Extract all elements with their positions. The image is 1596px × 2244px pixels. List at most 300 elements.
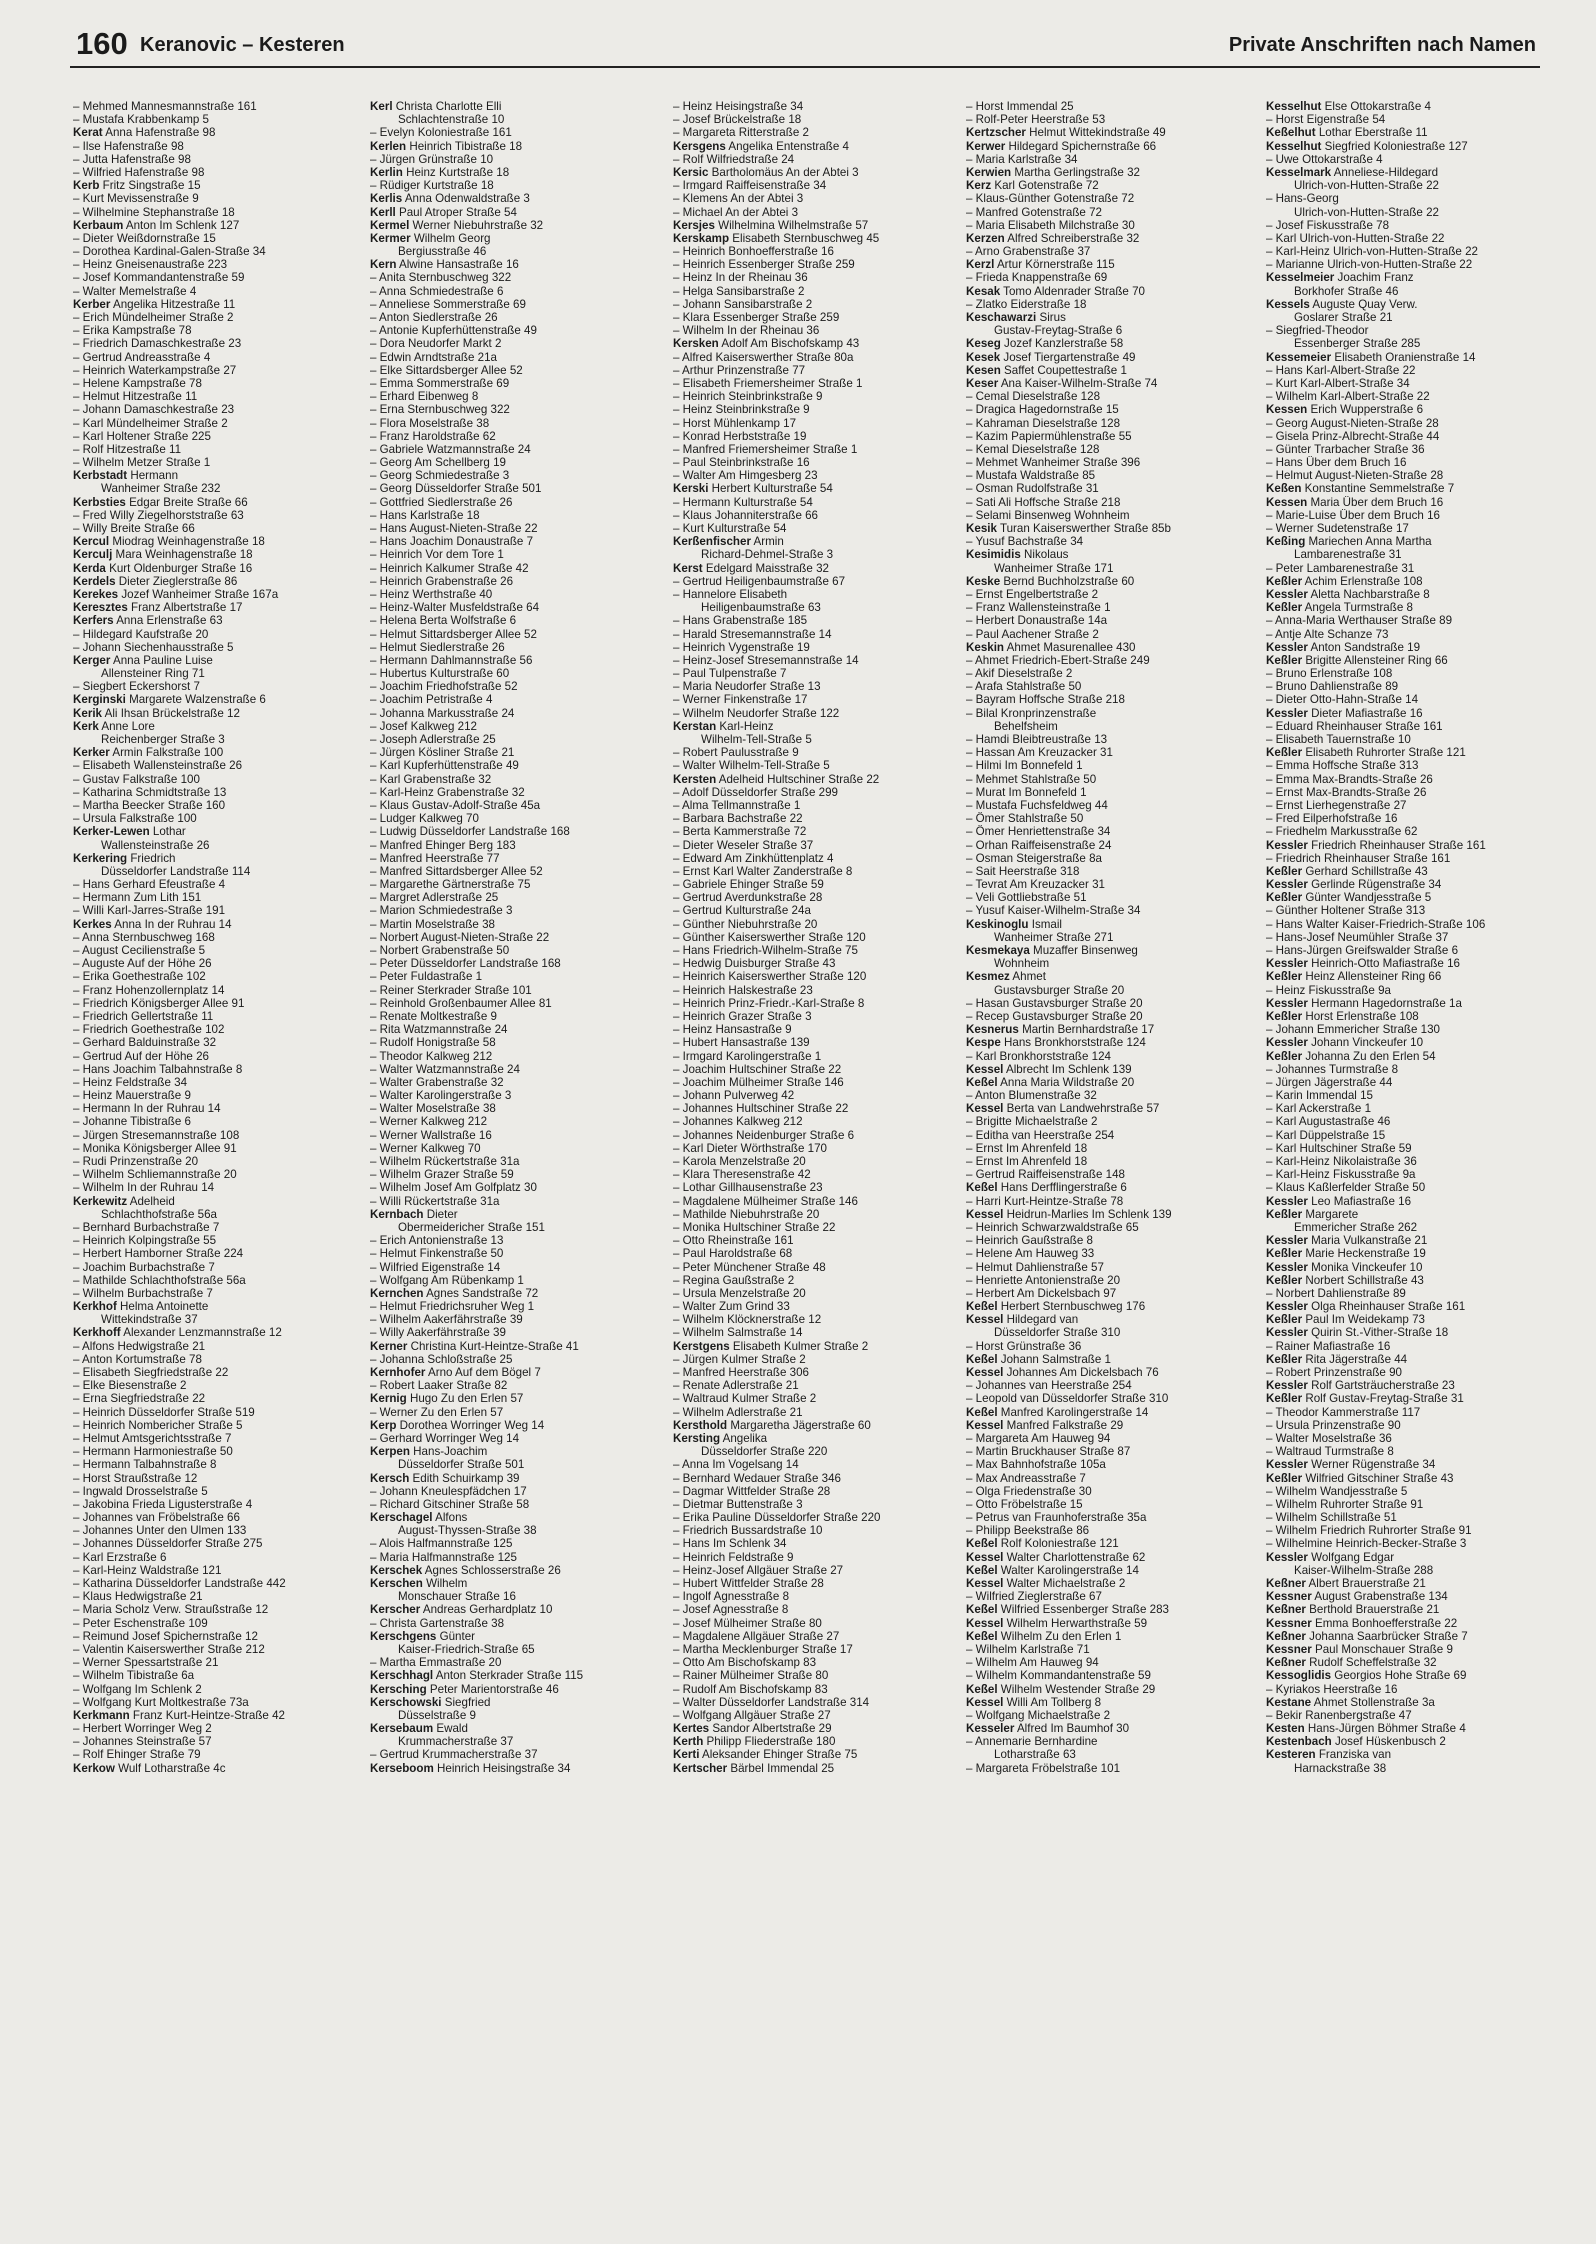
entry-text: – Peter Lambarenestraße 31 <box>1266 561 1415 575</box>
directory-entry <box>370 1340 656 1353</box>
entry-text: Obermeidericher Straße 151 <box>398 1220 545 1234</box>
entry-text: – Kemal Dieselstraße 128 <box>966 442 1100 456</box>
entry-text: – Elisabeth Siegfriedstraße 22 <box>73 1366 229 1379</box>
directory-entry <box>673 970 959 983</box>
surname: Keßel <box>966 1181 998 1195</box>
column-4 <box>966 100 1252 1775</box>
directory-entry <box>966 1511 1252 1524</box>
directory-entry <box>1266 918 1552 931</box>
directory-entry <box>73 509 359 522</box>
directory-entry <box>966 1419 1252 1432</box>
entry-text: – Martin Moselstraße 38 <box>370 917 496 931</box>
directory-entry <box>966 1050 1252 1063</box>
directory-entry <box>370 1379 656 1392</box>
directory-entry <box>673 522 959 535</box>
directory-entry <box>370 1472 656 1485</box>
directory-entry <box>1266 522 1552 535</box>
surname: Kerkhoff <box>73 1326 121 1340</box>
directory-entry <box>73 1234 359 1247</box>
directory-entry <box>1266 812 1552 825</box>
entry-text: – Ömer Stahlstraße 50 <box>966 812 1084 826</box>
entry-text: August-Thyssen-Straße 38 <box>398 1524 537 1538</box>
surname: Keßler <box>1266 653 1303 667</box>
directory-entry <box>1266 1762 1552 1775</box>
directory-entry <box>73 1498 359 1511</box>
entry-text: – Heinz-Josef Stresemannstraße 14 <box>673 653 859 667</box>
entry-text: – Ilse Hafenstraße 98 <box>73 139 184 153</box>
entry-text: Gerhard Schillstraße 43 <box>1302 864 1428 878</box>
directory-entry <box>370 746 656 759</box>
directory-entry <box>673 1511 959 1524</box>
entry-text: – Antje Alte Schanze 73 <box>1266 627 1389 641</box>
directory-entry <box>370 641 656 654</box>
directory-entry <box>673 1142 959 1155</box>
entry-text: – Franz Hohenzollernplatz 14 <box>73 983 225 997</box>
surname: Kerger <box>73 653 111 667</box>
entry-text: Ulrich-von-Hutten-Straße 22 <box>1294 205 1439 219</box>
directory-entry <box>1266 865 1552 878</box>
surname: Kerkes <box>73 917 112 931</box>
directory-entry <box>73 337 359 350</box>
entry-text: – Gertrud Andreasstraße 4 <box>73 350 211 364</box>
entry-text: – Joachim Friedhofstraße 52 <box>370 680 518 694</box>
directory-entry <box>73 1419 359 1432</box>
directory-entry <box>1266 351 1552 364</box>
entry-text: – Gertrud Auf der Höhe 26 <box>73 1049 209 1063</box>
surname: Keßler <box>1266 601 1303 615</box>
surname: Kerstgens <box>673 1339 730 1353</box>
directory-entry <box>673 285 959 298</box>
surname: Kessler <box>1266 1036 1308 1050</box>
directory-entry <box>673 1340 959 1353</box>
entry-text: Wallensteinstraße 26 <box>101 838 210 852</box>
entry-text: Maria Über dem Bruch 16 <box>1307 495 1444 509</box>
directory-entry <box>673 1406 959 1419</box>
entry-text: Willi Am Tollberg 8 <box>1003 1695 1102 1709</box>
surname: Kessen <box>1266 403 1308 417</box>
entry-text: Achim Erlenstraße 108 <box>1302 574 1423 588</box>
directory-entry <box>673 1208 959 1221</box>
entry-text: Anna Hafenstraße 98 <box>102 126 216 140</box>
entry-text: – Barbara Bachstraße 22 <box>673 812 803 826</box>
entry-text: – Hans-Jürgen Greifswalder Straße 6 <box>1266 944 1459 957</box>
surname: Kerker <box>73 746 110 760</box>
directory-entry <box>370 1300 656 1313</box>
directory-entry <box>673 1326 959 1339</box>
directory-entry <box>966 206 1252 219</box>
entry-text: Anton Sandstraße 19 <box>1307 640 1421 654</box>
entry-text: Johann Salmstraße 1 <box>997 1352 1111 1366</box>
entry-text: Bartholomäus An der Abtei 3 <box>708 165 859 179</box>
directory-entry <box>673 1551 959 1564</box>
entry-text: – Ömer Henriettenstraße 34 <box>966 825 1111 839</box>
entry-text: – Wilhelm Neudorfer Straße 122 <box>673 706 840 720</box>
entry-text: – Wilfried Zieglerstraße 67 <box>966 1590 1102 1604</box>
entry-text: – Helga Sansibarstraße 2 <box>673 284 805 298</box>
surname: Kerik <box>73 706 103 720</box>
directory-entry <box>966 1353 1252 1366</box>
directory-entry <box>673 1287 959 1300</box>
directory-entry <box>370 786 656 799</box>
entry-text: Elisabeth Sternbuschweg 45 <box>729 231 880 245</box>
directory-entry <box>370 430 656 443</box>
entry-text: – Walter Moselstraße 36 <box>1266 1431 1392 1445</box>
entry-text: – Klaus Gustav-Adolf-Straße 45a <box>370 798 541 812</box>
entry-text: – Ernst Lierhegenstraße 27 <box>1266 798 1407 812</box>
directory-entry <box>370 1656 656 1669</box>
directory-entry <box>370 206 656 219</box>
surname: Keßner <box>1266 1629 1306 1643</box>
directory-entry <box>73 285 359 298</box>
surname: Kesnerus <box>966 1023 1019 1037</box>
entry-text: Lambarenestraße 31 <box>1294 548 1402 562</box>
entry-text: – Walter Düsseldorfer Landstraße 314 <box>673 1695 870 1709</box>
entry-text: – Dieter Weseler Straße 37 <box>673 838 814 852</box>
directory-entry <box>673 1221 959 1234</box>
entry-text: Heidrun-Marlies Im Schlenk 139 <box>1003 1207 1172 1221</box>
surname: Kerwien <box>966 165 1012 179</box>
entry-text: Manfred Falkstraße 29 <box>1003 1418 1124 1432</box>
entry-text: – Helene Am Hauweg 33 <box>966 1247 1095 1261</box>
entry-text: – Franz Wallensteinstraße 1 <box>966 601 1111 615</box>
directory-entry <box>1266 614 1552 627</box>
directory-entry <box>370 759 656 772</box>
directory-entry <box>370 1115 656 1128</box>
directory-entry <box>370 1050 656 1063</box>
entry-text: – Horst Mühlenkamp 17 <box>673 416 797 430</box>
directory-entry <box>73 878 359 891</box>
entry-text: – Wolfgang Allgäuer Straße 27 <box>673 1708 831 1722</box>
surname: Kessler <box>1266 1300 1308 1314</box>
entry-text: Erich Wupperstraße 6 <box>1307 403 1424 417</box>
entry-text: – Gertrud Raiffeisenstraße 148 <box>966 1168 1125 1182</box>
directory-entry <box>1266 641 1552 654</box>
entry-text: – Wilhelm Friedrich Ruhrorter Straße 91 <box>1266 1524 1472 1538</box>
entry-text: – Heinz Heisingstraße 34 <box>673 100 804 113</box>
entry-text: – Manfred Sittardsberger Allee 52 <box>370 864 543 878</box>
directory-entry <box>673 298 959 311</box>
entry-text: – Heinrich Nombericher Straße 5 <box>73 1418 243 1432</box>
entry-text: – Manfred Friemersheimer Straße 1 <box>673 442 858 456</box>
entry-text: – Paul Haroldstraße 68 <box>673 1247 793 1261</box>
entry-text: – Helmut Hitzestraße 11 <box>73 390 198 404</box>
surname: Keßler <box>1266 1207 1303 1221</box>
entry-text: – Frieda Knappenstraße 69 <box>966 271 1108 285</box>
section-title: Private Anschriften nach Namen <box>1228 34 1536 56</box>
entry-text: Ahmet Stollenstraße 3a <box>1311 1695 1435 1709</box>
directory-entry <box>1266 1089 1552 1102</box>
entry-text: Harnackstraße 38 <box>1294 1761 1387 1775</box>
entry-text: – Hans Joachim Talbahnstraße 8 <box>73 1062 243 1076</box>
surname: Kessler <box>1266 1379 1308 1393</box>
entry-text: – Dora Neudorfer Markt 2 <box>370 337 502 351</box>
directory-entry <box>673 1313 959 1326</box>
entry-text: – Orhan Raiffeisenstraße 24 <box>966 838 1112 852</box>
entry-text: – Heinrich Grazer Straße 3 <box>673 1009 812 1023</box>
entry-text: – Norbert Dahlienstraße 89 <box>1266 1286 1406 1300</box>
entry-text: – Arafa Stahlstraße 50 <box>966 680 1082 694</box>
directory-entry <box>370 298 656 311</box>
entry-text: – Rainer Mafiastraße 16 <box>1266 1339 1391 1353</box>
directory-entry <box>370 1326 656 1339</box>
directory-entry <box>1266 1603 1552 1616</box>
directory-entry <box>673 100 959 113</box>
entry-text: – Wilhelm In der Ruhrau 14 <box>73 1181 215 1195</box>
entry-text: – Martha Beecker Straße 160 <box>73 798 226 812</box>
surname: Kessler <box>1266 1550 1308 1564</box>
directory-entry <box>73 1577 359 1590</box>
directory-entry <box>370 1630 656 1643</box>
entry-text: – Philipp Beekstraße 86 <box>966 1524 1090 1538</box>
directory-entry <box>673 733 959 746</box>
entry-text: – Hans Im Schlenk 34 <box>673 1537 787 1551</box>
directory-entry <box>673 1630 959 1643</box>
entry-text: Reichenberger Straße 3 <box>101 733 225 746</box>
directory-entry <box>1266 1696 1552 1709</box>
directory-entry <box>73 1050 359 1063</box>
entry-text: Walter Karolingerstraße 14 <box>997 1563 1139 1577</box>
directory-entry <box>966 1300 1252 1313</box>
directory-entry <box>966 100 1252 113</box>
directory-entry <box>966 1287 1252 1300</box>
surname: Kertzscher <box>966 126 1026 140</box>
entry-text: – Elisabeth Friemersheimer Straße 1 <box>673 376 863 390</box>
surname: Kessler <box>1266 957 1308 971</box>
directory-entry <box>73 298 359 311</box>
entry-text: – Fred Willy Ziegelhorststraße 63 <box>73 508 244 522</box>
surname: Keskinoglu <box>966 917 1029 931</box>
directory-entry <box>1266 1735 1552 1748</box>
directory-entry <box>673 904 959 917</box>
surname: Kessel <box>966 1313 1004 1327</box>
entry-text: – Hans Karl-Albert-Straße 22 <box>1266 363 1416 377</box>
entry-text: Armin Falkstraße 100 <box>109 746 224 760</box>
surname: Kerz <box>966 179 992 193</box>
entry-text: – Hermann Talbahnstraße 8 <box>73 1458 217 1472</box>
directory-entry <box>73 1036 359 1049</box>
surname: Keßelhut <box>1266 126 1316 140</box>
directory-entry <box>73 232 359 245</box>
surname: Keßler <box>1266 970 1303 984</box>
entry-text: Horst Erlenstraße 108 <box>1302 1009 1419 1023</box>
entry-text: – Jürgen Kulmer Straße 2 <box>673 1352 806 1366</box>
entry-text: – Robert Paulusstraße 9 <box>673 746 799 760</box>
entry-text: Margarete <box>1302 1207 1359 1221</box>
entry-text: – Karl Hultschiner Straße 59 <box>1266 1141 1412 1155</box>
directory-entry <box>73 179 359 192</box>
directory-entry <box>673 641 959 654</box>
entry-text: Heinz Kurtstraße 18 <box>402 165 510 179</box>
entry-text: – Bruno Dahlienstraße 89 <box>1266 680 1399 694</box>
entry-text: – Josef Brückelstraße 18 <box>673 113 802 127</box>
entry-text: – Jürgen Stresemannstraße 108 <box>73 1128 240 1142</box>
entry-text: – Richard Gitschiner Straße 58 <box>370 1497 530 1511</box>
entry-text: – Josef Agnesstraße 8 <box>673 1603 789 1617</box>
surname: Keßner <box>1266 1603 1306 1617</box>
entry-text: Dieter <box>423 1207 458 1221</box>
directory-entry <box>370 957 656 970</box>
entry-text: – Jutta Hafenstraße 98 <box>73 152 191 166</box>
entry-text: – Maria Neudorfer Straße 13 <box>673 680 821 694</box>
surname: Keßen <box>1266 482 1302 496</box>
directory-entry <box>966 839 1252 852</box>
entry-text: – Heinrich Steinbrinkstraße 9 <box>673 390 823 404</box>
entry-text: – Rolf-Peter Heerstraße 53 <box>966 113 1106 127</box>
entry-text: – Friedrich Königsberger Allee 91 <box>73 996 245 1010</box>
directory-entry <box>370 1076 656 1089</box>
surname: Kersebaum <box>370 1722 434 1736</box>
entry-text: Artur Körnerstraße 115 <box>994 258 1115 272</box>
entry-text: Agnes Schlosserstraße 26 <box>422 1563 561 1577</box>
directory-entry <box>1266 759 1552 772</box>
directory-entry <box>966 931 1252 944</box>
entry-text: – Marie-Luise Über dem Bruch 16 <box>1266 508 1440 522</box>
directory-entry <box>966 1247 1252 1260</box>
surname: Kessel <box>966 1695 1004 1709</box>
surname: Kessler <box>1266 640 1308 654</box>
directory-entry <box>73 1274 359 1287</box>
entry-text: – Bruno Erlenstraße 108 <box>1266 667 1393 681</box>
directory-entry <box>73 733 359 746</box>
directory-entry <box>370 456 656 469</box>
entry-text: Friedrich Rheinhauser Straße 161 <box>1307 838 1486 852</box>
entry-text: Heinrich Heisingstraße 34 <box>433 1761 571 1775</box>
entry-text: – Heinrich Halskestraße 23 <box>673 983 813 997</box>
directory-entry <box>1266 1485 1552 1498</box>
directory-entry <box>370 904 656 917</box>
entry-text: – Dieter Otto-Hahn-Straße 14 <box>1266 693 1419 707</box>
directory-entry <box>966 1326 1252 1339</box>
directory-entry <box>1266 1050 1552 1063</box>
directory-entry <box>370 1366 656 1379</box>
entry-text: Anton Im Schlenk 127 <box>123 218 240 232</box>
directory-entry <box>73 1195 359 1208</box>
surname: Kessler <box>1266 1458 1308 1472</box>
entry-text: – Bayram Hoffsche Straße 218 <box>966 693 1125 707</box>
directory-entry <box>370 1683 656 1696</box>
surname: Kerll <box>370 205 396 219</box>
surname: Kerseboom <box>370 1761 434 1775</box>
entry-text: – Zlatko Eiderstraße 18 <box>966 297 1087 311</box>
directory-entry <box>673 1102 959 1115</box>
directory-entry <box>73 522 359 535</box>
directory-entry <box>1266 1551 1552 1564</box>
entry-text: – Wilhelm Am Hauweg 94 <box>966 1656 1099 1670</box>
directory-entry <box>73 1340 359 1353</box>
entry-text: Rolf Gustav-Freytag-Straße 31 <box>1302 1392 1464 1406</box>
entry-text: Sandor Albertstraße 29 <box>709 1722 832 1736</box>
entry-text: Johanna Saarbrücker Straße 7 <box>1305 1629 1468 1643</box>
directory-entry <box>370 984 656 997</box>
directory-entry <box>966 614 1252 627</box>
surname: Kermer <box>370 231 411 245</box>
directory-entry <box>966 984 1252 997</box>
entry-text: Hugo Zu den Erlen 57 <box>406 1392 524 1406</box>
surname: Kerßenfischer <box>673 535 751 549</box>
directory-entry <box>1266 733 1552 746</box>
directory-entry <box>73 219 359 232</box>
entry-text: – Irmgard Karolingerstraße 1 <box>673 1049 822 1063</box>
directory-entry <box>370 1274 656 1287</box>
entry-text: – Ahmet Friedrich-Ebert-Straße 249 <box>966 653 1150 667</box>
directory-entry <box>370 1195 656 1208</box>
directory-entry <box>370 377 656 390</box>
directory-entry <box>673 1458 959 1471</box>
entry-text: – Josef Mülheimer Straße 80 <box>673 1616 822 1630</box>
entry-text: Anne Lore <box>98 719 155 733</box>
entry-text: Leo Mafiastraße 16 <box>1307 1194 1412 1208</box>
entry-text: – Hubertus Kulturstraße 60 <box>370 667 510 681</box>
directory-entry <box>370 1735 656 1748</box>
directory-entry <box>673 786 959 799</box>
surname: Kerti <box>673 1748 700 1762</box>
entry-text: – Josef Fiskusstraße 78 <box>1266 218 1390 232</box>
directory-entry <box>1266 1537 1552 1550</box>
entry-text: – Joachim Hultschiner Straße 22 <box>673 1062 842 1076</box>
entry-text: – Helena Berta Wolfstraße 6 <box>370 614 517 628</box>
entry-text: – Rudolf Am Bischofskamp 83 <box>673 1682 828 1696</box>
directory-entry <box>966 140 1252 153</box>
surname: Kern <box>370 258 397 272</box>
entry-text: – Ludwig Düsseldorfer Landstraße 168 <box>370 825 570 839</box>
directory-entry <box>73 1537 359 1550</box>
directory-entry <box>370 601 656 614</box>
entry-text: – Ernst Im Ahrenfeld 18 <box>966 1155 1088 1168</box>
entry-text: Norbert Schillstraße 43 <box>1302 1273 1424 1287</box>
entry-text: – Mehmed Mannesmannstraße 161 <box>73 100 257 113</box>
entry-text: – Martha Emmastraße 20 <box>370 1656 502 1670</box>
entry-text: Brigitte Allensteiner Ring 66 <box>1302 653 1448 667</box>
entry-text: Arno Auf dem Bögel 7 <box>425 1366 541 1379</box>
directory-entry <box>73 1445 359 1458</box>
entry-text: – Maria Scholz Verw. Straußstraße 12 <box>73 1603 269 1617</box>
entry-text: – Klaus Hedwigstraße 21 <box>73 1590 203 1604</box>
directory-entry <box>1266 417 1552 430</box>
directory-entry <box>1266 509 1552 522</box>
directory-entry <box>673 1709 959 1722</box>
directory-entry <box>966 1551 1252 1564</box>
surname: Kernig <box>370 1392 407 1406</box>
entry-text: – Paul Steinbrinkstraße 16 <box>673 456 810 470</box>
directory-entry <box>370 522 656 535</box>
directory-entry <box>1266 707 1552 720</box>
directory-entry <box>1266 1195 1552 1208</box>
entry-text: Berta van Landwehrstraße 57 <box>1003 1102 1160 1116</box>
directory-entry <box>370 1406 656 1419</box>
entry-text: – Evelyn Koloniestraße 161 <box>370 126 512 140</box>
directory-entry <box>370 1511 656 1524</box>
entry-text: – Peter Düsseldorfer Landstraße 168 <box>370 957 561 971</box>
entry-text: – Karl Dieter Wörthstraße 170 <box>673 1141 827 1155</box>
surname: Kerschagel <box>370 1511 433 1525</box>
surname: Keßel <box>966 1563 998 1577</box>
entry-text: – Kyriakos Heerstraße 16 <box>1266 1682 1398 1696</box>
directory-entry <box>73 957 359 970</box>
entry-text: Hermann <box>127 469 179 483</box>
directory-entry <box>73 364 359 377</box>
entry-text: – Horst Grünstraße 36 <box>966 1339 1082 1353</box>
entry-text: Wolfgang Edgar <box>1307 1550 1395 1564</box>
entry-text: – Ludger Kalkweg 70 <box>370 812 479 826</box>
entry-text: – Jürgen Kösliner Straße 21 <box>370 746 515 760</box>
directory-entry <box>1266 219 1552 232</box>
entry-text: Herbert Kulturstraße 54 <box>708 482 833 496</box>
directory-entry <box>1266 1432 1552 1445</box>
directory-entry <box>966 1340 1252 1353</box>
directory-entry <box>673 1353 959 1366</box>
directory-entry <box>73 351 359 364</box>
directory-entry <box>1266 403 1552 416</box>
